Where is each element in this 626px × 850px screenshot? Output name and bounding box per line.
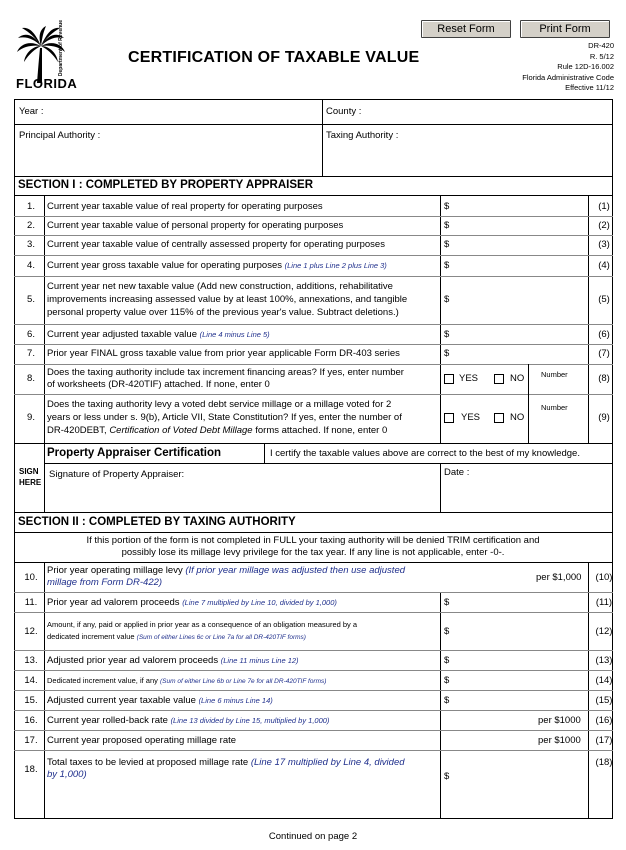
dollar-sign: $ — [444, 294, 450, 305]
line-number: 2. — [27, 220, 35, 231]
page-footer: Continued on page 2 — [268, 831, 358, 842]
divider — [14, 276, 613, 277]
line-number: 16. — [24, 715, 38, 726]
line-ref: (6) — [598, 329, 610, 340]
line-15-note: (Line 6 minus Line 14) — [198, 696, 273, 705]
line-15-label — [47, 695, 273, 707]
line-9-text-c1: DR-420DEBT, — [47, 425, 110, 436]
line-6-label — [47, 329, 270, 341]
divider — [14, 532, 613, 533]
line-15-text: Adjusted current year taxable value — [47, 695, 196, 706]
divider — [14, 612, 613, 613]
line-10-label-a — [47, 565, 405, 577]
line-13-text: Adjusted prior year ad valorem proceeds — [47, 655, 219, 666]
line-9-label-c — [47, 425, 387, 437]
line-9-no-checkbox[interactable] — [494, 413, 504, 423]
divider — [14, 394, 613, 395]
divider — [440, 592, 441, 818]
line-12-label-a: Amount, if any, paid or applied in prior year as a consequence of an obligation measured by a — [47, 620, 358, 629]
line-number: 7. — [27, 348, 35, 359]
divider — [528, 364, 529, 394]
line-number: 6. — [27, 329, 35, 340]
line-5-label-c: personal property value over 115% of the previous year's value. Subtract deletions.) — [47, 307, 399, 318]
line-number: 17. — [24, 735, 38, 746]
line-ref: (7) — [598, 348, 610, 359]
dollar-sign: $ — [444, 655, 450, 666]
dept-label: Department of Revenue — [58, 20, 64, 77]
form-info — [522, 41, 614, 94]
section-2-title: SECTION II : COMPLETED BY TAXING AUTHORITY — [18, 516, 296, 528]
per-1000-label: per $1000 — [538, 715, 581, 726]
divider — [14, 124, 613, 125]
divider — [44, 195, 45, 443]
reset-form-button[interactable]: Reset Form — [421, 20, 511, 38]
line-14-note: (Sum of either Line 6b or Line 7e for all DR-420TIF forms) — [160, 678, 327, 685]
divider — [440, 195, 441, 443]
line-ref: (17) — [595, 735, 613, 746]
line-18-text: Total taxes to be levied at proposed millage rate — [47, 757, 249, 768]
line-9-yes-checkbox[interactable] — [444, 413, 454, 423]
divider — [14, 592, 613, 593]
form-effective: Effective 11/12 — [565, 83, 614, 92]
line-number: 15. — [24, 695, 38, 706]
line-16-label — [47, 715, 329, 727]
line-ref: (18) — [595, 757, 613, 768]
line-ref: (10) — [595, 572, 613, 583]
line-8-label-a: Does the taxing authority include tax increment financing areas? If yes, enter number — [47, 367, 404, 378]
line-ref: (16) — [595, 715, 613, 726]
per-1000-label: per $1000 — [538, 735, 581, 746]
dollar-sign: $ — [444, 771, 450, 782]
line-number: 1. — [27, 201, 35, 212]
dollar-sign: $ — [444, 260, 450, 271]
line-ref: (3) — [598, 239, 610, 250]
divider — [14, 216, 613, 217]
section-2-intro-2: possibly lose its millage levy privilege for the tax year. If any line is not applicable, enter -0-. — [121, 547, 505, 558]
line-9-label-b: years or less under s. 9(b), Article VII, State Constitution? If yes, enter the number of — [47, 412, 402, 423]
divider — [14, 443, 613, 444]
divider — [44, 443, 45, 512]
divider — [264, 443, 265, 463]
line-18-note-a: (Line 17 multiplied by Line 4, divided — [250, 757, 405, 768]
line-number: 10. — [24, 572, 38, 583]
line-ref: (11) — [595, 597, 613, 608]
line-ref: (4) — [598, 260, 610, 271]
no-label: NO — [510, 373, 525, 384]
divider — [14, 710, 613, 711]
divider — [14, 650, 613, 651]
line-ref: (12) — [595, 626, 613, 637]
principal-authority-field[interactable]: Principal Authority : — [19, 130, 101, 141]
number-label: Number — [541, 370, 568, 379]
line-10-note-a: (If prior year millage was adjusted then use adjusted — [185, 565, 406, 576]
divider — [440, 463, 441, 512]
line-7-label: Prior year FINAL gross taxable value from prior year applicable Form DR-403 series — [47, 348, 400, 359]
line-16-text: Current year rolled-back rate — [47, 715, 168, 726]
print-form-button[interactable]: Print Form — [520, 20, 610, 38]
divider — [14, 512, 613, 513]
line-14-label — [47, 675, 326, 688]
divider — [14, 750, 613, 751]
line-14-text: Dedicated increment value, if any — [47, 676, 158, 685]
line-9-label-a: Does the taxing authority levy a voted debt service millage or a millage voted for 2 — [47, 399, 392, 410]
florida-wordmark: FLORIDA — [16, 76, 78, 91]
signature-field[interactable]: Signature of Property Appraiser: — [49, 469, 185, 480]
certification-statement: I certify the taxable values above are correct to the best of my knowledge. — [270, 448, 580, 459]
line-18-label-a — [47, 757, 405, 769]
line-ref: (13) — [595, 655, 613, 666]
divider — [14, 255, 613, 256]
line-number: 11. — [24, 597, 38, 608]
line-11-note: (Line 7 multiplied by Line 10, divided by 1,000) — [182, 598, 337, 607]
line-ref: (1) — [598, 201, 610, 212]
line-number: 3. — [27, 239, 35, 250]
line-10-text: Prior year operating millage levy — [47, 565, 183, 576]
per-1000-label: per $1,000 — [536, 572, 582, 583]
no-label: NO — [510, 412, 525, 423]
page-title: CERTIFICATION OF TAXABLE VALUE — [128, 49, 420, 66]
line-number: 12. — [24, 626, 38, 637]
divider — [528, 394, 529, 443]
divider — [14, 235, 613, 236]
line-11-label — [47, 597, 337, 609]
line-ref: (5) — [598, 294, 610, 305]
line-number: 5. — [27, 294, 35, 305]
line-12-note: (Sum of either Lines 6c or Line 7a for all DR-420TIF forms) — [136, 634, 306, 641]
line-8-yes-checkbox[interactable] — [444, 374, 454, 384]
sign-label: SIGN — [19, 467, 39, 476]
line-3-label: Current year taxable value of centrally assessed property for operating purposes — [47, 239, 385, 250]
divider — [14, 364, 613, 365]
line-8-label-b: of worksheets (DR-420TIF) attached. If none, enter 0 — [47, 379, 270, 390]
line-number: 8. — [27, 373, 35, 384]
line-12-text: dedicated increment value — [47, 632, 135, 641]
line-10-note-b: millage from Form DR-422) — [47, 577, 163, 588]
yes-label: YES — [461, 412, 481, 423]
line-ref: (2) — [598, 220, 610, 231]
divider — [14, 562, 613, 563]
dollar-sign: $ — [444, 348, 450, 359]
line-1-label: Current year taxable value of real property for operating purposes — [47, 201, 323, 212]
line-6-text: Current year adjusted taxable value — [47, 329, 197, 340]
line-number: 14. — [24, 675, 38, 686]
divider — [588, 195, 589, 443]
line-4-label — [47, 260, 387, 272]
yes-label: YES — [459, 373, 479, 384]
section-1-title: SECTION I : COMPLETED BY PROPERTY APPRAISER — [18, 179, 313, 191]
line-ref: (15) — [595, 695, 613, 706]
here-label: HERE — [19, 478, 42, 487]
line-6-note: (Line 4 minus Line 5) — [199, 330, 270, 339]
divider — [14, 344, 613, 345]
line-13-note: (Line 11 minus Line 12) — [220, 656, 299, 665]
divider — [14, 176, 613, 177]
divider — [322, 100, 323, 176]
divider — [14, 730, 613, 731]
divider — [14, 690, 613, 691]
dollar-sign: $ — [444, 239, 450, 250]
line-number: 18. — [24, 764, 38, 775]
dollar-sign: $ — [444, 597, 450, 608]
line-number: 4. — [27, 260, 35, 271]
line-number: 9. — [27, 412, 35, 423]
dollar-sign: $ — [444, 695, 450, 706]
line-11-text: Prior year ad valorem proceeds — [47, 597, 180, 608]
date-field[interactable]: Date : — [444, 467, 470, 478]
line-4-note: (Line 1 plus Line 2 plus Line 3) — [284, 261, 387, 270]
divider — [14, 670, 613, 671]
number-label: Number — [541, 403, 568, 412]
line-5-label-b: improvements increasing assessed value by at least 100%, annexations, and tangible — [47, 294, 408, 305]
form-number: DR-420 — [588, 41, 614, 50]
dollar-sign: $ — [444, 201, 450, 212]
line-number: 13. — [24, 655, 38, 666]
line-2-label: Current year taxable value of personal property for operating purposes — [47, 220, 344, 231]
county-field[interactable]: County : — [326, 106, 362, 117]
dollar-sign: $ — [444, 220, 450, 231]
line-18-note-b: by 1,000) — [47, 769, 87, 780]
taxing-authority-field[interactable]: Taxing Authority : — [326, 130, 399, 141]
line-8-no-checkbox[interactable] — [494, 374, 504, 384]
line-ref: (9) — [598, 412, 610, 423]
line-ref: (8) — [598, 373, 610, 384]
year-field[interactable]: Year : — [19, 106, 44, 117]
dollar-sign: $ — [444, 675, 450, 686]
line-16-note: (Line 13 divided by Line 15, multiplied by 1,000) — [170, 716, 330, 725]
divider — [14, 324, 613, 325]
line-9-text-c3: forms attached. If none, enter 0 — [252, 425, 388, 436]
divider — [14, 195, 613, 196]
line-12-label-b — [47, 631, 306, 644]
dollar-sign: $ — [444, 626, 450, 637]
line-17-label: Current year proposed operating millage rate — [47, 735, 237, 746]
section-2-intro-1: If this portion of the form is not completed in FULL your taxing authority will be denied TRIM certification and — [86, 535, 540, 546]
divider — [44, 463, 613, 464]
form-code: Florida Administrative Code — [522, 72, 614, 82]
dollar-sign: $ — [444, 329, 450, 340]
form-rule: Rule 12D-16.002 — [557, 62, 614, 71]
line-13-label — [47, 655, 299, 667]
line-ref: (14) — [595, 675, 613, 686]
line-9-text-c2: Certification of Voted Debt Millage — [109, 425, 253, 436]
certification-title: Property Appraiser Certification — [47, 447, 222, 459]
form-revision: R. 5/12 — [589, 51, 614, 61]
line-5-label-a: Current year net new taxable value (Add new construction, additions, rehabilitative — [47, 281, 393, 292]
line-4-text: Current year gross taxable value for operating purposes — [47, 260, 282, 271]
